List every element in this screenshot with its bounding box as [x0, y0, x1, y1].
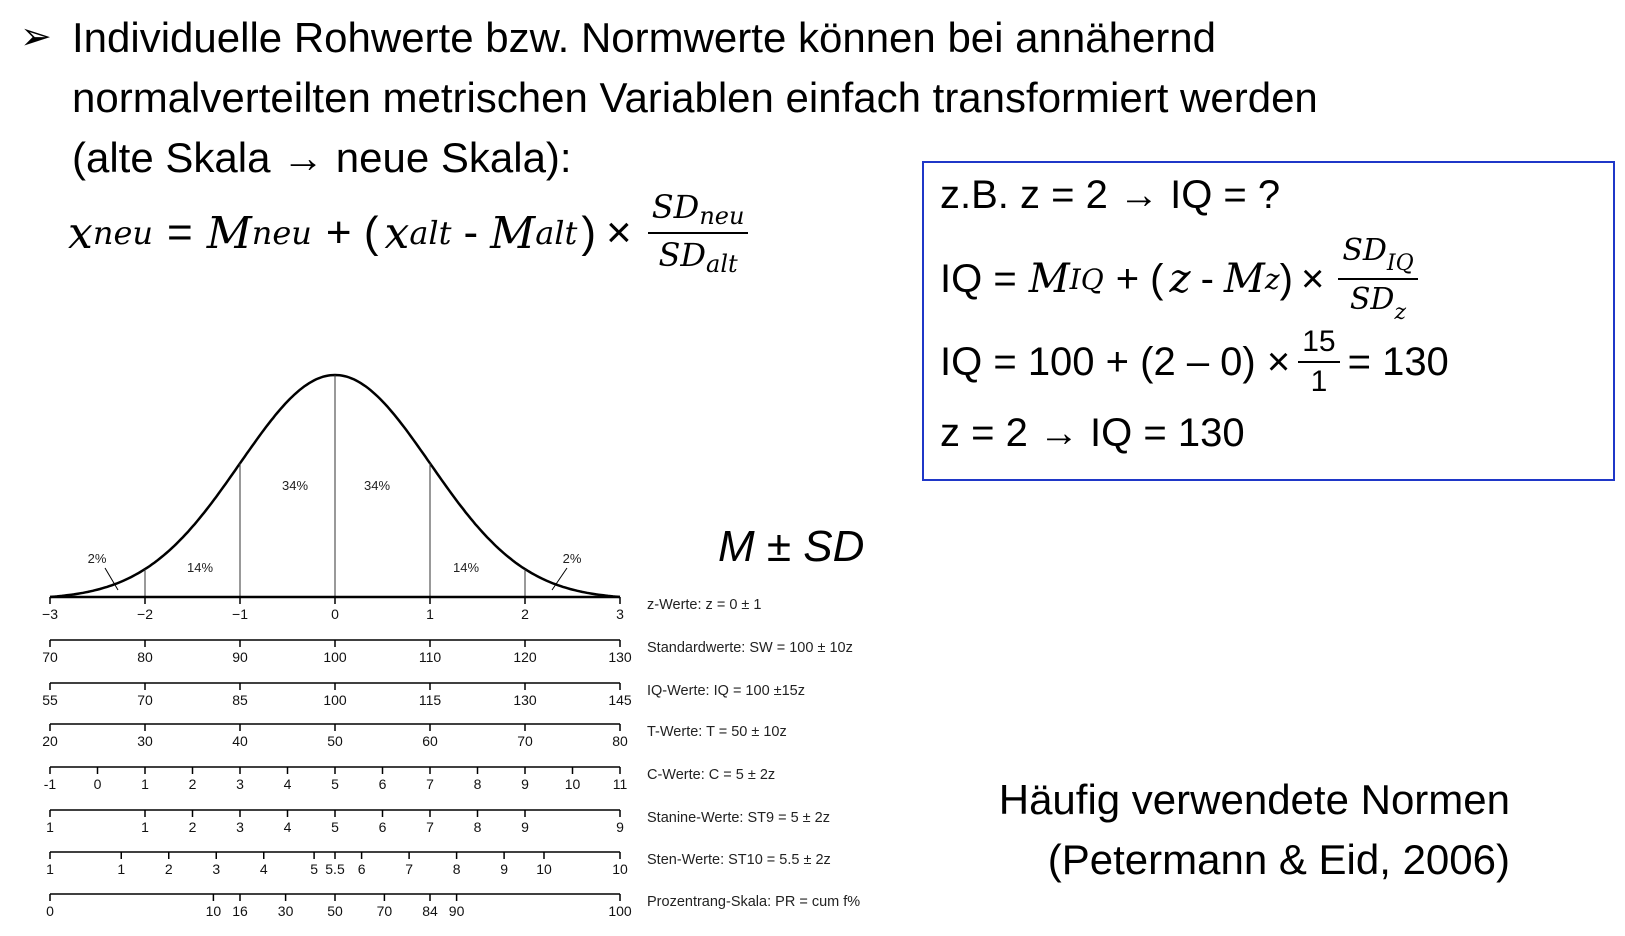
- scale-tick-label: 7: [426, 776, 434, 792]
- scale-tick-label: 90: [448, 903, 465, 919]
- intro-line-2: normalverteilten metrischen Variablen einfach transformiert werden: [72, 74, 1318, 121]
- scale-tick-label: 4: [283, 819, 292, 835]
- scale-tick-label: 2: [188, 819, 197, 835]
- scale-tick-label: −2: [137, 606, 153, 622]
- pct-right-tail: 2%: [562, 551, 582, 566]
- scale-tick-label: 70: [517, 733, 533, 749]
- norm-scales: [42, 597, 860, 919]
- scale-tick-label: 9: [500, 861, 508, 877]
- scale-tick-label: 9: [616, 819, 624, 835]
- pct-right-mid: 14%: [452, 560, 480, 575]
- scale-tick-label: 130: [513, 692, 537, 708]
- example-plus: + (: [1115, 256, 1164, 301]
- example-m: M: [1028, 256, 1070, 302]
- example-m-sub: IQ: [1069, 262, 1104, 296]
- formula-times: ×: [606, 208, 632, 257]
- scale-tick-label: 10: [612, 861, 628, 877]
- scale-tick-label: 8: [473, 776, 482, 792]
- scale-tick-label: 1: [117, 861, 126, 877]
- scale-tick-label: 130: [608, 649, 632, 665]
- scale-tick-label: 100: [323, 692, 347, 708]
- scale-tick-label: 3: [236, 776, 244, 792]
- sd-iq: SD: [1342, 233, 1387, 268]
- scale-tick-label: 85: [232, 692, 248, 708]
- scale-tick-label: 1: [46, 819, 54, 835]
- scale-name: IQ-Werte: IQ = 100 ±15z: [647, 683, 805, 699]
- scale-tick-label: 120: [513, 649, 537, 665]
- caption-line-2: (Petermann & Eid, 2006): [1047, 836, 1510, 883]
- scale-tick-label: 60: [422, 733, 438, 749]
- scale-tick-label: 1: [141, 776, 149, 792]
- scale-name: Sten-Werte: ST10 = 5.5 ± 2z: [647, 852, 831, 868]
- scale-tick-label: −1: [232, 606, 248, 622]
- scale-tick-label: 30: [137, 733, 153, 749]
- pct-left-tail: 2%: [87, 551, 107, 566]
- scale-tick-label: 100: [608, 903, 632, 919]
- example-calc-den: 1: [1310, 365, 1328, 398]
- scale-tick-label: 115: [418, 692, 442, 708]
- scale-tick-label: 110: [418, 649, 442, 665]
- pct-left-center: 34%: [281, 478, 309, 493]
- scale-tick-label: 80: [612, 733, 628, 749]
- scale-tick-label: 10: [536, 861, 552, 877]
- formula-m-alt: M: [490, 207, 536, 259]
- scale-tick-label: 50: [327, 733, 343, 749]
- formula-x-alt-sub: alt: [409, 214, 452, 252]
- bullet-arrow: ➢: [20, 14, 52, 58]
- example-close: ): [1279, 256, 1293, 301]
- example-mz-sub: z: [1264, 262, 1280, 296]
- scale-tick-label: 80: [137, 649, 153, 665]
- scale-tick-label: 8: [473, 819, 482, 835]
- scale-tick-label: 10: [564, 776, 581, 792]
- scale-tick-label: -1: [43, 776, 57, 792]
- scale-tick-label: 11: [612, 776, 628, 792]
- caption-line-1: Häufig verwendete Normen: [998, 776, 1510, 823]
- scale-name: Prozentrang-Skala: PR = cum f%: [647, 894, 861, 910]
- formula-m: M: [206, 207, 252, 259]
- sd-alt-sub: alt: [706, 250, 738, 278]
- formula-m-sub: neu: [251, 214, 312, 252]
- scale-tick-label: 0: [93, 776, 102, 792]
- scale-tick-label: 55: [42, 692, 58, 708]
- scale-tick-label: 1: [141, 819, 149, 835]
- formula-x: x: [68, 207, 93, 259]
- scale-tick-label: 84: [422, 903, 438, 919]
- scale-tick-label: 4: [283, 776, 292, 792]
- scale-tick-label: 3: [616, 606, 624, 622]
- example-mz: M: [1223, 256, 1265, 302]
- scale-tick-label: 0: [46, 903, 54, 919]
- scale-tick-label: 30: [277, 903, 294, 919]
- scale-name: z-Werte: z = 0 ± 1: [647, 597, 762, 613]
- example-line-1: z.B. z = 2 → IQ = ?: [940, 173, 1281, 217]
- formula-close: ): [581, 208, 597, 257]
- scale-tick-label: 145: [608, 692, 632, 708]
- scale-tick-label: 6: [378, 819, 387, 835]
- scale-name: C-Werte: C = 5 ± 2z: [647, 767, 776, 783]
- sd-iq-sub: IQ: [1386, 251, 1414, 276]
- example-line-4: z = 2 → IQ = 130: [940, 411, 1245, 455]
- scale-tick-label: 5: [331, 776, 339, 792]
- scale-tick-label: 100: [323, 649, 347, 665]
- scale-tick-label: 20: [42, 733, 58, 749]
- scale-tick-label: 7: [405, 861, 413, 877]
- example-calc-rhs: = 130: [1347, 339, 1449, 384]
- scale-tick-label: 2: [164, 861, 173, 877]
- formula-x-alt: x: [384, 207, 410, 259]
- scale-tick-label: 8: [452, 861, 461, 877]
- formula-minus: -: [463, 208, 479, 257]
- m-sd-label: M ± SD: [718, 522, 865, 571]
- intro-line-3: (alte Skala → neue Skala):: [72, 134, 572, 181]
- sd-z: SD: [1349, 282, 1395, 317]
- scale-name: T-Werte: T = 50 ± 10z: [647, 724, 787, 740]
- formula-eq: =: [166, 208, 193, 257]
- scale-tick-label: 90: [232, 649, 248, 665]
- formula-plus: + (: [325, 208, 379, 257]
- scale-tick-label: 3: [212, 861, 221, 877]
- sd-z-sub: z: [1394, 300, 1407, 325]
- scale-tick-label: 9: [521, 819, 529, 835]
- intro-line-1: Individuelle Rohwerte bzw. Normwerte können bei annähernd: [72, 14, 1217, 61]
- sd-neu: SD: [651, 188, 700, 226]
- scale-name: Stanine-Werte: ST9 = 5 ± 2z: [647, 810, 830, 826]
- scale-tick-label: 50: [327, 903, 343, 919]
- formula-m-alt-sub: alt: [535, 214, 578, 252]
- scale-tick-label: 9: [521, 776, 529, 792]
- scale-tick-label: 70: [42, 649, 58, 665]
- scale-tick-label: 5: [310, 861, 318, 877]
- scale-name: Standardwerte: SW = 100 ± 10z: [647, 640, 853, 656]
- scale-tick-label: 1: [426, 606, 434, 622]
- scale-tick-label: 40: [232, 733, 248, 749]
- scale-tick-label: 0: [331, 606, 339, 622]
- scale-tick-label: 6: [357, 861, 366, 877]
- scale-tick-label: 4: [259, 861, 268, 877]
- example-iq-lhs: IQ =: [940, 256, 1017, 301]
- scale-tick-label: 5: [331, 819, 339, 835]
- scale-tick-label: 6: [378, 776, 387, 792]
- example-calc-lhs: IQ = 100 + (2 – 0) ×: [940, 339, 1291, 384]
- scale-tick-label: 16: [232, 903, 248, 919]
- scale-tick-label: 2: [188, 776, 197, 792]
- scale-tick-label: 1: [46, 861, 54, 877]
- sd-alt: SD: [658, 236, 707, 274]
- scale-tick-label: 10: [205, 903, 222, 919]
- example-times: ×: [1300, 256, 1325, 301]
- scale-tick-label: 70: [376, 903, 393, 919]
- scale-tick-label: 2: [521, 606, 529, 622]
- scale-tick-label: 3: [236, 819, 244, 835]
- example-z: z: [1169, 256, 1191, 302]
- scale-tick-label: 5.5: [325, 861, 345, 877]
- scale-tick-label: 7: [426, 819, 434, 835]
- example-calc-num: 15: [1298, 325, 1339, 363]
- scale-tick-label: 70: [137, 692, 153, 708]
- formula-x-sub: neu: [92, 214, 153, 252]
- scale-tick-label: −3: [42, 606, 58, 622]
- pct-left-mid: 14%: [186, 560, 214, 575]
- example-minus: -: [1200, 256, 1214, 301]
- sd-neu-sub: neu: [699, 202, 745, 230]
- pct-right-center: 34%: [363, 478, 391, 493]
